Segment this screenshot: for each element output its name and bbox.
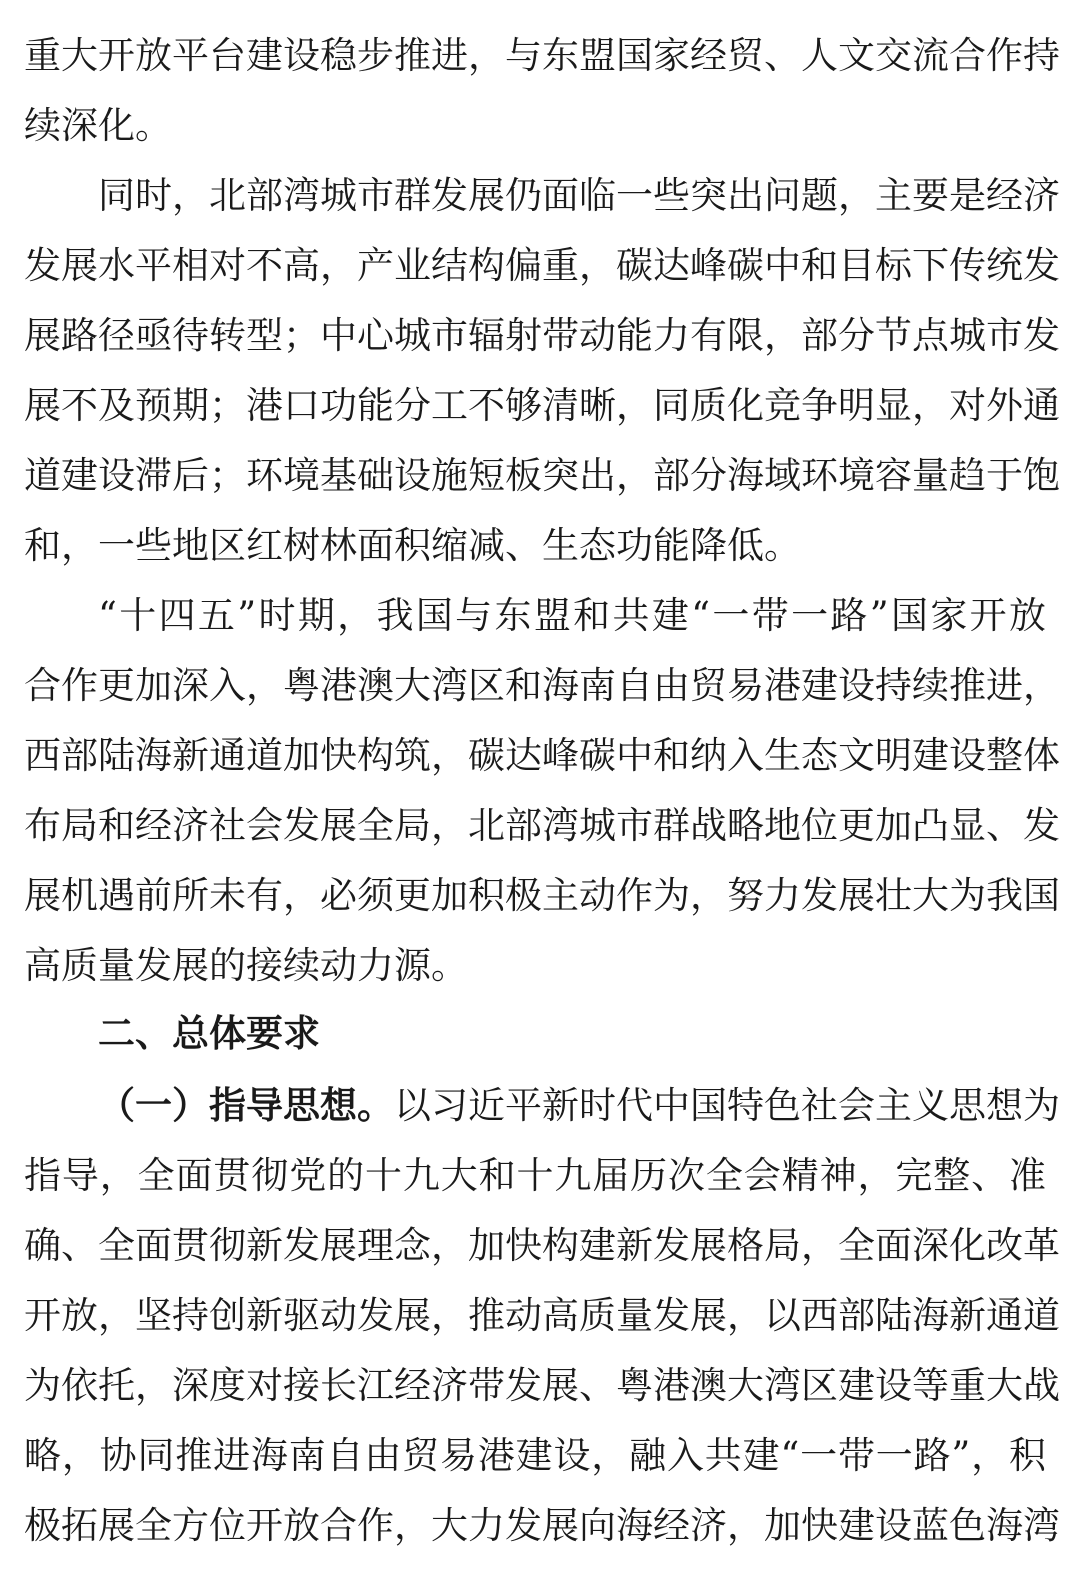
text-line: 开放，坚持创新驱动发展，推动高质量发展，以西部陆海新通道 xyxy=(24,1294,1060,1337)
text-line: 极拓展全方位开放合作，大力发展向海经济，加快建设蓝色海湾 xyxy=(24,1504,1060,1547)
subsection-text: 以习近平新时代中国特色社会主义思想为 xyxy=(394,1084,1060,1127)
section-heading: 二、总体要求 xyxy=(98,1012,320,1055)
paragraph-first-line: 同时，北部湾城市群发展仍面临一些突出问题，主要是经济 xyxy=(98,174,1060,217)
text-line: 展路径亟待转型；中心城市辐射带动能力有限，部分节点城市发 xyxy=(24,314,1060,357)
paragraph-first-line xyxy=(98,1071,1060,1141)
text-line: 道建设滞后；环境基础设施短板突出，部分海域环境容量趋于饱 xyxy=(24,454,1060,497)
text-line: 布局和经济社会发展全局，北部湾城市群战略地位更加凸显、发 xyxy=(24,804,1060,847)
text-line: 为依托，深度对接长江经济带发展、粤港澳大湾区建设等重大战 xyxy=(24,1364,1060,1407)
subsection-title: （一）指导思想。 xyxy=(98,1084,394,1127)
text-line: 展机遇前所未有，必须更加积极主动作为，努力发展壮大为我国 xyxy=(24,874,1060,917)
text-line: 和，一些地区红树林面积缩减、生态功能降低。 xyxy=(24,524,801,567)
text-line: 指导，全面贯彻党的十九大和十九届历次全会精神，完整、准 xyxy=(24,1154,1046,1197)
text-line: 略，协同推进海南自由贸易港建设，融入共建“一带一路”，积 xyxy=(24,1434,1046,1477)
text-line: 高质量发展的接续动力源。 xyxy=(24,944,468,987)
text-line: 重大开放平台建设稳步推进，与东盟国家经贸、人文交流合作持 xyxy=(24,34,1060,77)
paragraph-first-line: “十四五”时期，我国与东盟和共建“一带一路”国家开放 xyxy=(98,594,1046,637)
text-line: 西部陆海新通道加快构筑，碳达峰碳中和纳入生态文明建设整体 xyxy=(24,734,1060,777)
text-line: 合作更加深入，粤港澳大湾区和海南自由贸易港建设持续推进， xyxy=(24,664,1060,707)
text-line: 发展水平相对不高，产业结构偏重，碳达峰碳中和目标下传统发 xyxy=(24,244,1060,287)
text-line: 确、全面贯彻新发展理念，加快构建新发展格局，全面深化改革 xyxy=(24,1224,1060,1267)
text-line: 展不及预期；港口功能分工不够清晰，同质化竞争明显，对外通 xyxy=(24,384,1060,427)
text-line: 续深化。 xyxy=(24,104,172,147)
